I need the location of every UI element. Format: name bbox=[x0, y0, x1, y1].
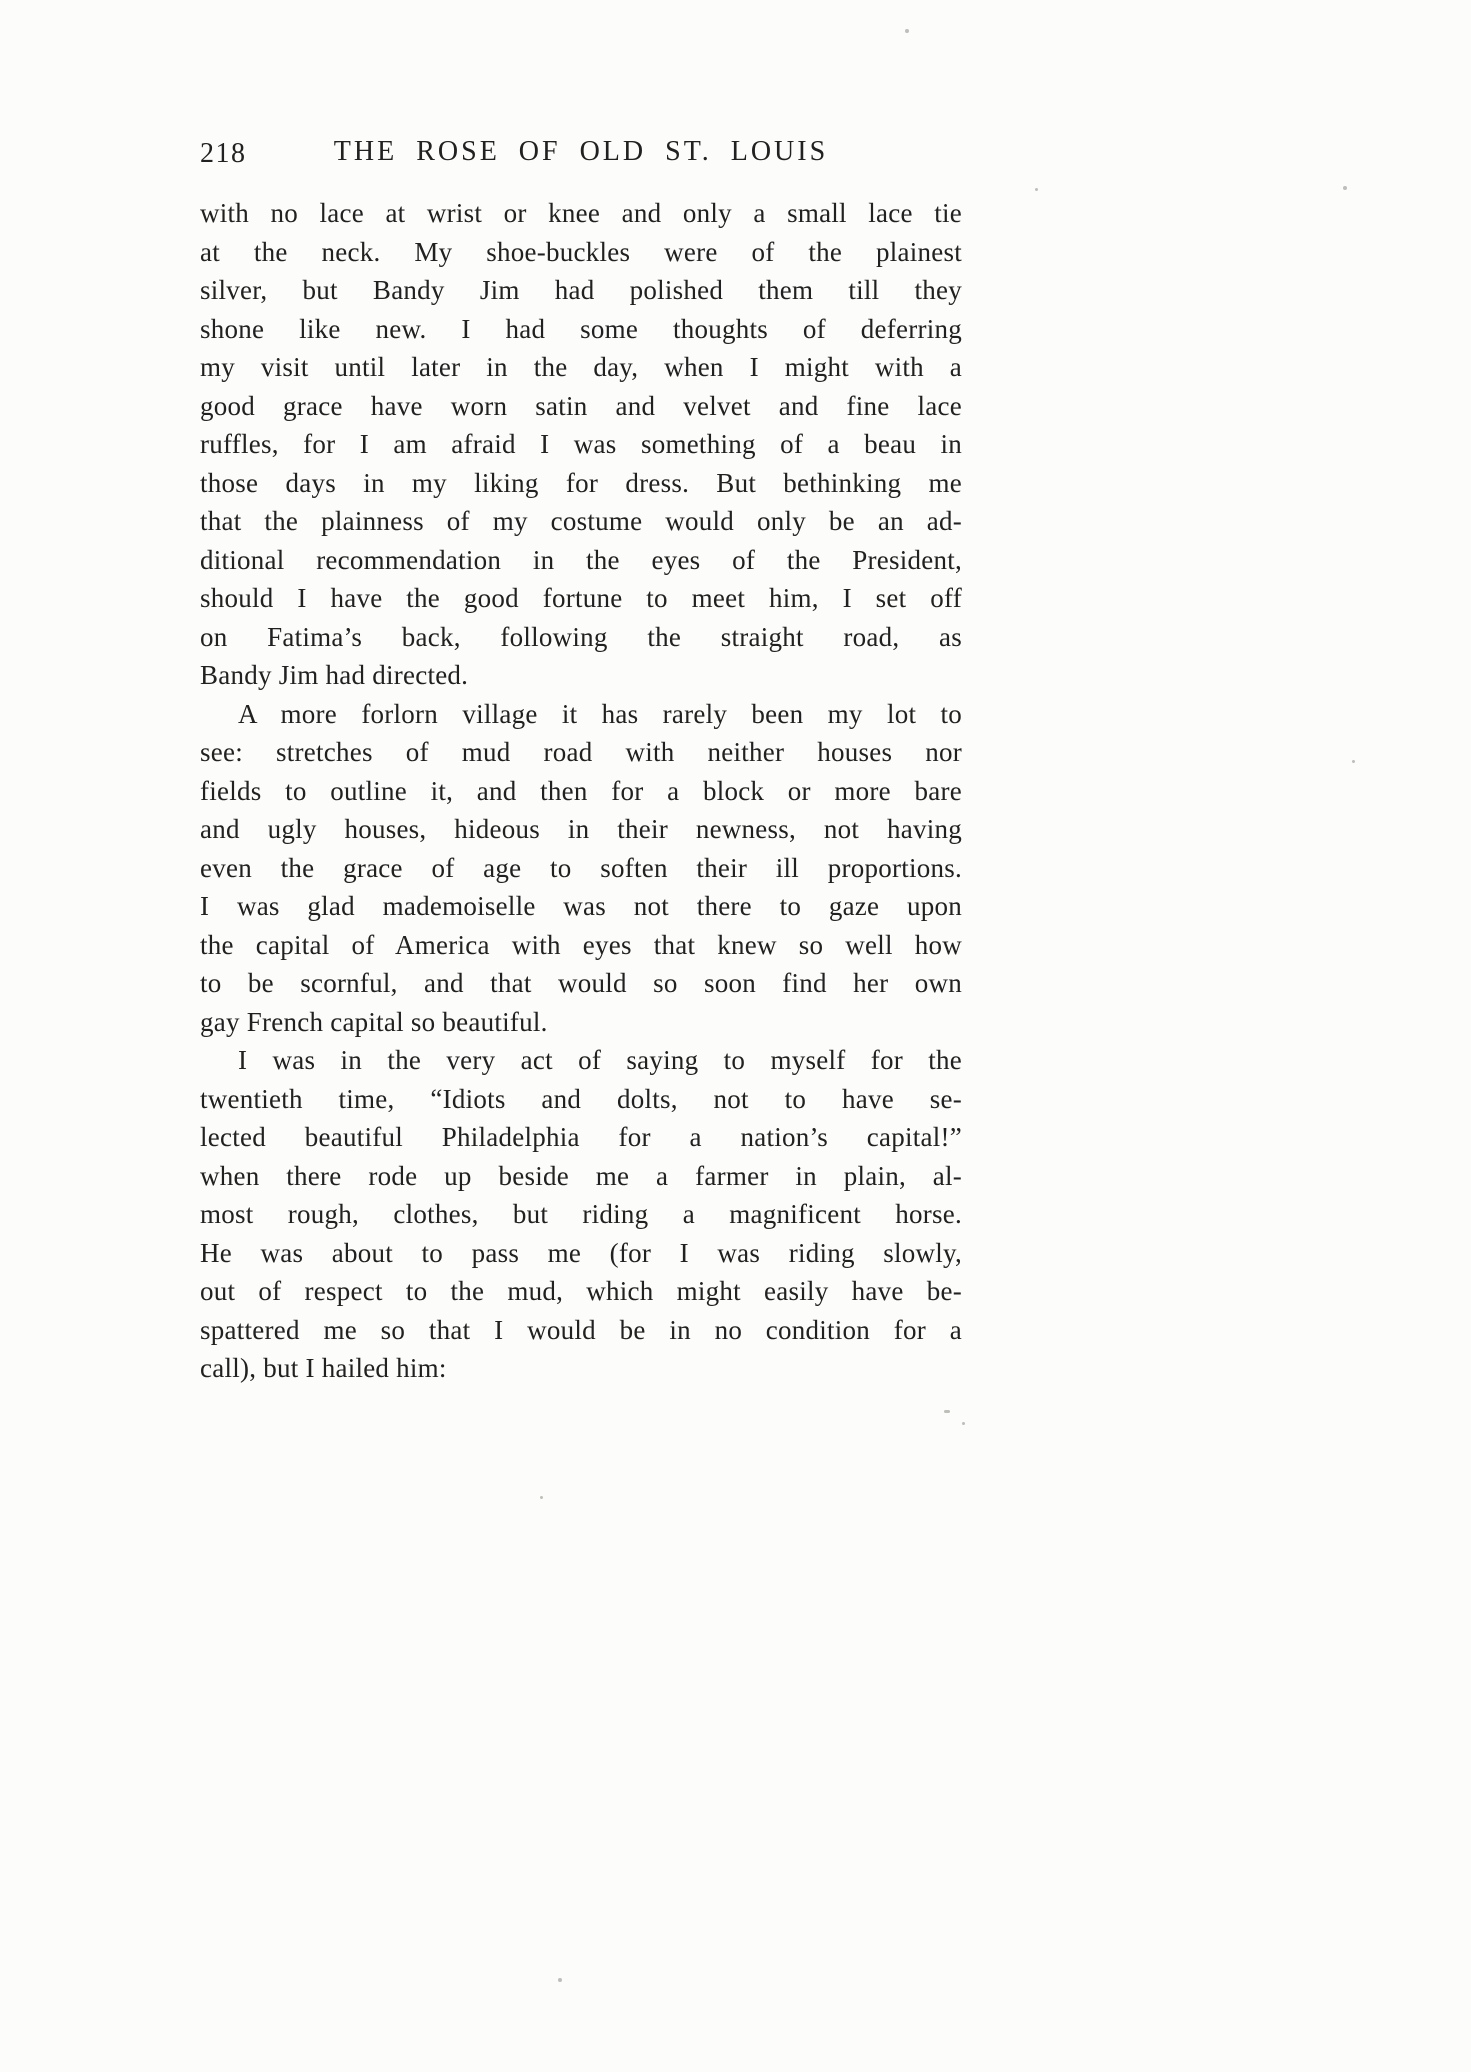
text-line: lected beautiful Philadelphia for a nation’s capital!” bbox=[200, 1122, 962, 1152]
scan-speck bbox=[905, 29, 909, 33]
text-line: I was in the very act of saying to myself for the bbox=[238, 1045, 962, 1075]
text-line: at the neck. My shoe-buckles were of the plainest bbox=[200, 236, 962, 267]
text-line: ruffles, for I am afraid I was something of a beau in bbox=[200, 429, 962, 459]
text-line: fields to outline it, and then for a block or more bare bbox=[200, 775, 962, 806]
scan-speck bbox=[944, 1410, 950, 1413]
text-line: even the grace of age to soften their ill proportions. bbox=[200, 852, 962, 883]
page-header bbox=[200, 136, 962, 176]
text-line: the capital of America with eyes that knew so well how bbox=[200, 929, 962, 960]
text-line: call), but I hailed him: bbox=[200, 1353, 447, 1383]
text-line: out of respect to the mud, which might easily have be- bbox=[200, 1276, 962, 1306]
text-line: twentieth time, “Idiots and dolts, not to have se- bbox=[200, 1083, 962, 1114]
text-line: that the plainness of my costume would only be an ad- bbox=[200, 506, 962, 536]
text-line: see: stretches of mud road with neither houses nor bbox=[200, 737, 962, 767]
text-line: most rough, clothes, but riding a magnificent horse. bbox=[200, 1199, 962, 1229]
text-line: ditional recommendation in the eyes of the President, bbox=[200, 544, 962, 575]
text-line: Bandy Jim had directed. bbox=[200, 660, 469, 690]
text-line: good grace have worn satin and velvet and fine lace bbox=[200, 390, 962, 421]
text-line: with no lace at wrist or knee and only a small lace tie bbox=[200, 198, 962, 228]
scan-speck bbox=[962, 1422, 965, 1425]
text-line: should I have the good fortune to meet him, I set off bbox=[200, 583, 962, 613]
scan-speck bbox=[1343, 186, 1347, 190]
scan-speck bbox=[540, 1496, 543, 1499]
page-body bbox=[200, 194, 962, 1388]
text-line: shone like new. I had some thoughts of deferring bbox=[200, 313, 962, 344]
text-line: spattered me so that I would be in no condition for a bbox=[200, 1314, 962, 1345]
text-line: I was glad mademoiselle was not there to gaze upon bbox=[200, 891, 962, 921]
running-title: THE ROSE OF OLD ST. LOUIS bbox=[333, 136, 829, 167]
text-line: and ugly houses, hideous in their newness, not having bbox=[200, 814, 962, 844]
text-line: on Fatima’s back, following the straight road, as bbox=[200, 621, 962, 652]
scan-speck bbox=[1352, 760, 1355, 763]
page-number: 218 bbox=[200, 138, 247, 169]
scan-speck bbox=[1035, 188, 1038, 191]
scan-speck bbox=[558, 1978, 562, 1982]
text-line: those days in my liking for dress. But bethinking me bbox=[200, 467, 962, 498]
text-line: silver, but Bandy Jim had polished them till they bbox=[200, 275, 962, 305]
text-line: He was about to pass me (for I was riding slowly, bbox=[200, 1237, 962, 1268]
text-line: gay French capital so beautiful. bbox=[200, 1006, 548, 1037]
text-line: A more forlorn village it has rarely been my lot to bbox=[238, 698, 962, 729]
text-line: to be scornful, and that would so soon find her own bbox=[200, 968, 962, 998]
text-line: my visit until later in the day, when I might with a bbox=[200, 352, 962, 382]
text-line: when there rode up beside me a farmer in plain, al- bbox=[200, 1160, 962, 1191]
